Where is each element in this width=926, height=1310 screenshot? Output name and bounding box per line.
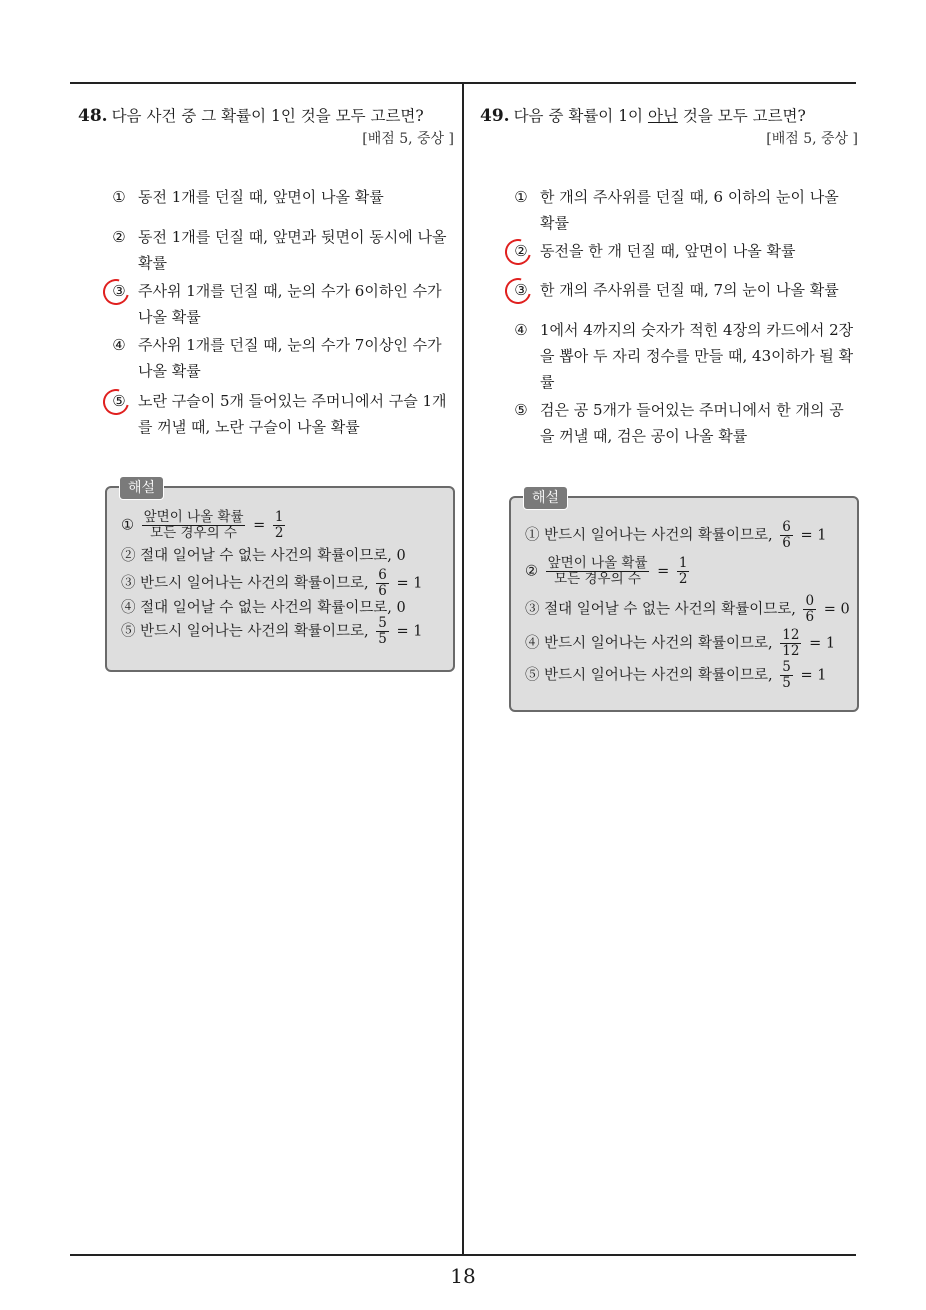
- solution-text: 반드시 일어나는 사건의 확률이므로,: [140, 575, 369, 592]
- fraction-denominator: 6: [782, 535, 791, 551]
- choice-3[interactable]: [510, 277, 856, 303]
- solution-result: = 1: [809, 635, 836, 652]
- choice-text: 동전을 한 개 던질 때, 앞면이 나올 확률: [540, 242, 796, 260]
- solution-line-2: [121, 546, 406, 566]
- choice-text: 1에서 4까지의 숫자가 적힌 4장의 카드에서 2장을 뽑아 두 자리 정수를 만들 때, 43이하가 될 확률: [540, 321, 854, 391]
- solution-result: = 1: [800, 667, 827, 684]
- solution-line-5: [121, 616, 422, 647]
- question-text-after: 것을 모두 고르면?: [677, 107, 806, 125]
- fraction: [376, 616, 389, 647]
- solution-result: = 1: [800, 527, 827, 544]
- solution-tag: 해설: [523, 486, 568, 510]
- question-text-emphasis: 아닌: [647, 107, 678, 125]
- solution-number: ⑤: [121, 623, 136, 640]
- solution-text: 반드시 일어나는 사건의 확률이므로,: [140, 623, 369, 640]
- fraction: [780, 660, 793, 691]
- fraction: [273, 510, 286, 541]
- choice-2[interactable]: [108, 224, 454, 276]
- fraction-denominator: 6: [378, 583, 387, 599]
- choice-text: 노란 구슬이 5개 들어있는 주머니에서 구슬 1개를 꺼낼 때, 노란 구슬이 나올 확률: [138, 392, 447, 436]
- fraction-numerator: 6: [378, 567, 387, 583]
- question-number: 49.: [480, 106, 510, 126]
- solution-line-3: [121, 568, 422, 599]
- choice-number: ②: [112, 228, 126, 246]
- solution-result: = 0: [823, 601, 850, 618]
- choice-number: ⑤: [514, 401, 528, 419]
- solution-line-2: [525, 556, 692, 587]
- solution-text: 절대 일어날 수 없는 사건의 확률이므로,: [544, 601, 796, 618]
- choice-text: 동전 1개를 던질 때, 앞면이 나올 확률: [138, 188, 384, 206]
- fraction-numerator: 5: [378, 615, 387, 631]
- fraction: [142, 510, 246, 541]
- question-49-heading: [480, 104, 858, 128]
- question-meta: [배점 5, 중상 ]: [766, 131, 858, 147]
- solution-number: ①: [525, 527, 540, 544]
- question-text: 다음 사건 중 그 확률이 1인 것을 모두 고르면?: [111, 107, 424, 125]
- fraction-denominator: 모든 경우의 수: [150, 525, 237, 541]
- question-48-heading: [78, 104, 454, 128]
- fraction-denominator: 2: [678, 571, 688, 587]
- solution-line-1: [525, 520, 826, 551]
- fraction: [803, 594, 816, 625]
- choice-2[interactable]: [510, 238, 856, 264]
- fraction-denominator: 5: [782, 675, 791, 691]
- fraction-denominator: 5: [378, 631, 387, 647]
- solution-text: 반드시 일어나는 사건의 확률이므로,: [544, 667, 773, 684]
- choice-3[interactable]: [108, 278, 454, 330]
- fraction-denominator: 6: [805, 609, 815, 625]
- solution-result: = 1: [396, 575, 423, 592]
- solution-box-49: [509, 490, 859, 712]
- solution-number: ③: [121, 575, 136, 592]
- solution-line-4: [525, 628, 835, 659]
- solution-number: ②: [525, 563, 538, 580]
- equals-sign: =: [253, 517, 266, 534]
- fraction-denominator: 12: [782, 643, 800, 659]
- fraction-numerator: 6: [782, 519, 791, 535]
- solution-line-1: [121, 510, 288, 541]
- choice-4[interactable]: [108, 332, 454, 384]
- solution-text: 절대 일어날 수 없는 사건의 확률이므로, 0: [140, 548, 406, 564]
- bottom-rule: [70, 1254, 856, 1256]
- question-49: [480, 104, 858, 445]
- fraction: [546, 556, 650, 587]
- choice-1[interactable]: [510, 184, 856, 236]
- question-meta: [배점 5, 중상 ]: [362, 131, 454, 147]
- solution-line-3: [525, 594, 850, 625]
- solution-line-5: [525, 660, 826, 691]
- solution-number: ①: [121, 517, 134, 534]
- solution-result: = 1: [396, 623, 423, 640]
- choice-number: ②: [514, 242, 528, 260]
- choice-text: 주사위 1개를 던질 때, 눈의 수가 6이하인 수가 나올 확률: [138, 282, 442, 326]
- fraction-numerator: 앞면이 나올 확률: [547, 555, 648, 571]
- fraction: [677, 556, 690, 587]
- choice-1[interactable]: [108, 184, 454, 210]
- solution-tag: 해설: [119, 476, 164, 500]
- choice-5[interactable]: [510, 397, 856, 449]
- solution-line-4: [121, 598, 406, 618]
- choice-number: ①: [112, 188, 126, 206]
- fraction: [780, 628, 801, 659]
- solution-number: ③: [525, 601, 540, 618]
- choice-text: 검은 공 5개가 들어있는 주머니에서 한 개의 공을 꺼낼 때, 검은 공이 나올 확률: [540, 401, 844, 445]
- page-number: 18: [450, 1264, 476, 1288]
- solution-number: ⑤: [525, 667, 540, 684]
- solution-box-48: [105, 480, 455, 672]
- choice-text: 한 개의 주사위를 던질 때, 7의 눈이 나올 확률: [540, 281, 839, 299]
- fraction-numerator: 0: [805, 593, 815, 609]
- equals-sign: =: [657, 563, 670, 580]
- fraction: [376, 568, 389, 599]
- fraction-numerator: 1: [678, 555, 688, 571]
- fraction-denominator: 모든 경우의 수: [554, 571, 641, 587]
- choice-text: 한 개의 주사위를 던질 때, 6 이하의 눈이 나올 확률: [540, 188, 839, 232]
- choice-number: ④: [112, 336, 126, 354]
- fraction-numerator: 1: [274, 509, 284, 525]
- choice-number: ⑤: [112, 392, 126, 410]
- fraction-denominator: 2: [274, 525, 284, 541]
- solution-text: 절대 일어날 수 없는 사건의 확률이므로, 0: [140, 600, 406, 616]
- choice-5[interactable]: [108, 388, 454, 440]
- choice-number: ③: [514, 281, 528, 299]
- fraction-numerator: 앞면이 나올 확률: [143, 509, 244, 525]
- fraction-numerator: 12: [782, 627, 800, 643]
- choice-text: 동전 1개를 던질 때, 앞면과 뒷면이 동시에 나올 확률: [138, 228, 447, 272]
- question-text-before: 다음 중 확률이 1이: [513, 107, 648, 125]
- choice-number: ④: [514, 321, 528, 339]
- solution-number: ④: [121, 600, 136, 616]
- fraction: [780, 520, 793, 551]
- solution-number: ④: [525, 635, 540, 652]
- column-divider: [462, 82, 464, 1256]
- solution-number: ②: [121, 548, 136, 564]
- choice-number: ③: [112, 282, 126, 300]
- solution-text: 반드시 일어나는 사건의 확률이므로,: [544, 635, 773, 652]
- choice-number: ①: [514, 188, 528, 206]
- choice-4[interactable]: [510, 317, 856, 395]
- question-48: [78, 104, 454, 436]
- choice-text: 주사위 1개를 던질 때, 눈의 수가 7이상인 수가 나올 확률: [138, 336, 442, 380]
- fraction-numerator: 5: [782, 659, 791, 675]
- solution-text: 반드시 일어나는 사건의 확률이므로,: [544, 527, 773, 544]
- question-number: 48.: [78, 106, 108, 126]
